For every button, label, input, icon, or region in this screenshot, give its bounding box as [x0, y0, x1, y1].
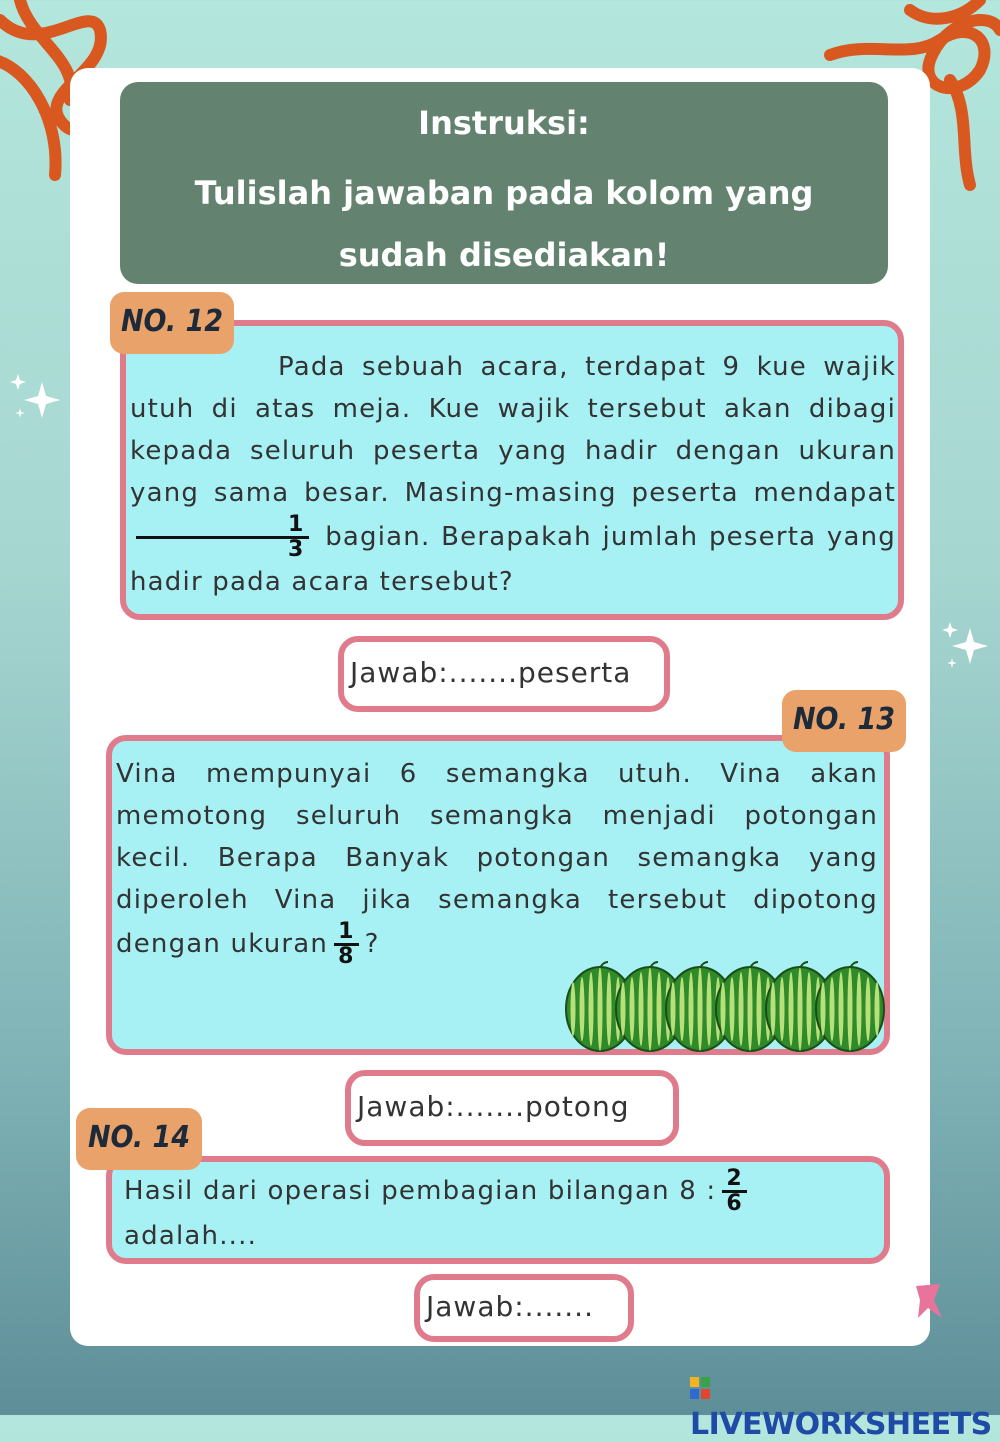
question-12-text-after: bagian. Berapakah jumlah peserta yang hadir pada acara tersebut? [130, 522, 896, 597]
question-13-text [116, 753, 878, 968]
question-12-badge: NO. 12 [110, 292, 234, 354]
instruction-text: Tulislah jawaban pada kolom yang sudah disediakan! [194, 174, 814, 274]
star-decoration-icon [910, 1282, 946, 1322]
answer-13-field[interactable]: Jawab:.......potong [345, 1070, 679, 1146]
sparkle-right-icon [940, 620, 992, 672]
question-14-text [124, 1168, 864, 1257]
sparkle-left-icon [8, 372, 60, 424]
instruction-title: Instruksi: [418, 104, 590, 142]
question-13-text-before: Vina mempunyai 6 semangka utuh. Vina akan memotong seluruh semangka menjadi potongan kecil. Berapa Banyak potongan semangka yang diperoleh Vina jika semangka tersebut dipotong dengan ukuran [116, 759, 878, 959]
fraction-one-eighth: $\frac{1}{8}$ [334, 921, 359, 968]
question-14-text-after: adalah.... [124, 1221, 258, 1251]
watermelon-row [562, 959, 892, 1055]
question-12-text-before: Pada sebuah acara, terdapat 9 kue wajik utuh di atas meja. Kue wajik tersebut akan dibagi kepada seluruh peserta yang hadir dengan ukuran yang sama besar. Masing-masing peserta mendapat [130, 352, 896, 508]
question-14-badge: NO. 14 [76, 1108, 202, 1170]
liveworksheets-logo-icon [690, 1377, 710, 1399]
fraction-two-sixths: $\frac{2}{6}$ [722, 1168, 747, 1215]
watermelon-icon [816, 962, 884, 1051]
question-14-text-before: Hasil dari operasi pembagian bilangan 8 : [124, 1176, 717, 1206]
question-13-text-after: ? [364, 929, 380, 959]
question-13-badge: NO. 13 [782, 690, 906, 752]
liveworksheets-logo [690, 1372, 1000, 1442]
question-12-box [120, 320, 904, 620]
fraction-one-third: $\frac{1}{3}$ [136, 514, 309, 561]
question-13-box [106, 735, 890, 1055]
liveworksheets-logo-text: LIVEWORKSHEETS [690, 1407, 992, 1442]
question-12-text [130, 346, 896, 603]
answer-12-field[interactable]: Jawab:.......peserta [338, 636, 670, 712]
instruction-header [120, 82, 888, 284]
question-14-box [106, 1156, 890, 1264]
answer-14-field[interactable]: Jawab:....... [414, 1274, 634, 1342]
